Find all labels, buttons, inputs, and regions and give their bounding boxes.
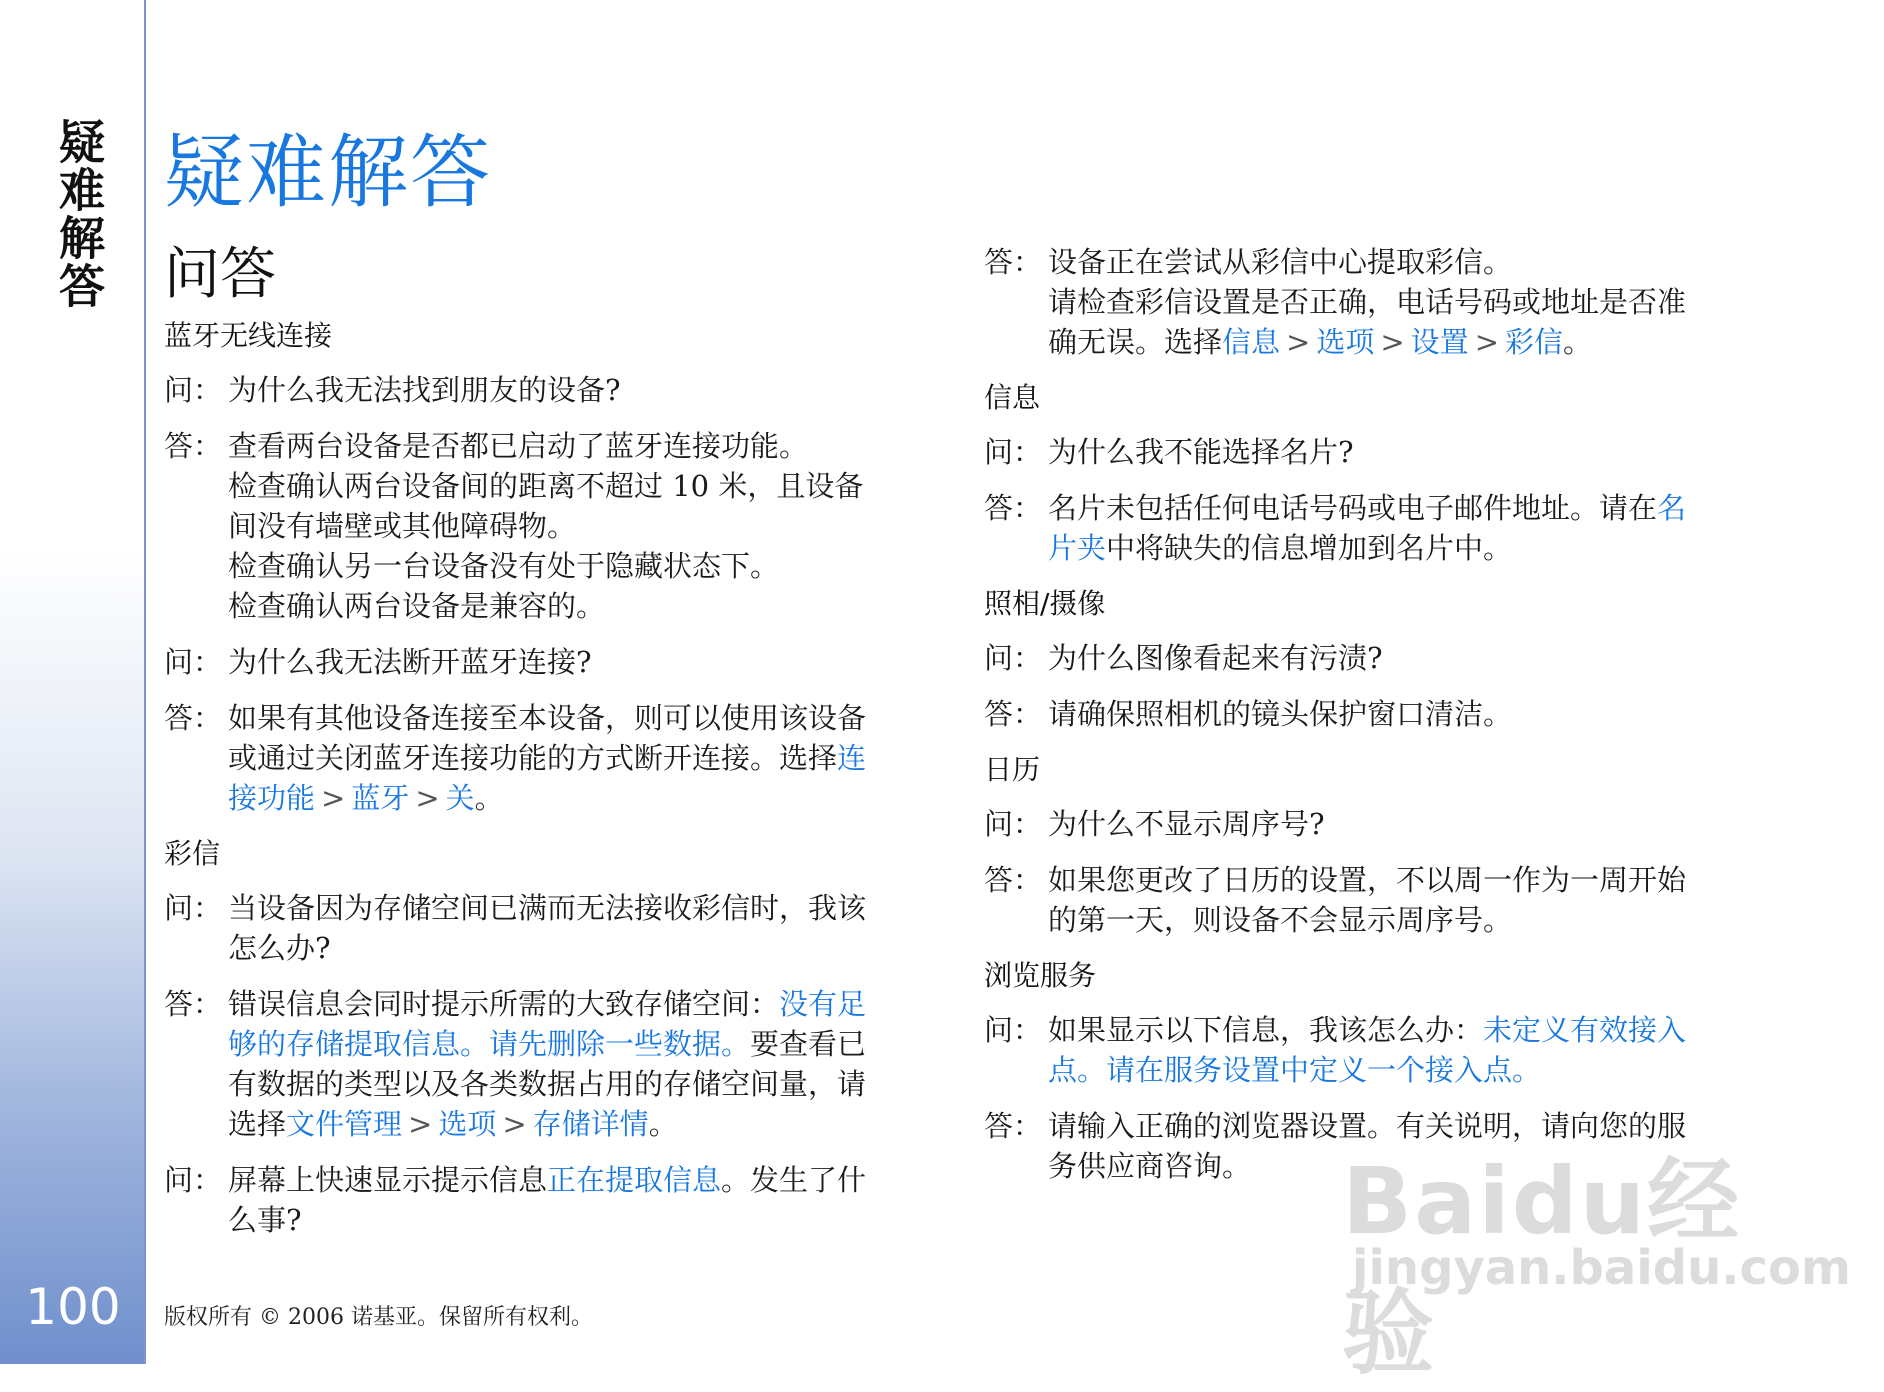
path-separator: > <box>1474 325 1499 359</box>
question-text: 为什么我无法找到朋友的设备? <box>228 373 621 407</box>
menu-link-messaging[interactable]: 信息 <box>1222 325 1281 359</box>
question <box>984 1010 1764 1090</box>
category-heading: 蓝牙无线连接 <box>164 319 333 352</box>
answer-line: 有数据的类型以及各类数据占用的存储空间量，请 <box>228 1067 867 1101</box>
answer-tag: 答： <box>164 987 223 1021</box>
question <box>984 638 1764 678</box>
answer <box>984 694 1764 734</box>
path-separator: > <box>1286 325 1311 359</box>
answer-line: 检查确认另一台设备没有处于隐藏状态下。 <box>228 549 780 583</box>
answer-tag: 答： <box>984 491 1043 525</box>
question-tag: 问： <box>164 373 223 407</box>
answer <box>164 426 944 626</box>
answer-line <box>228 778 944 818</box>
category-heading: 信息 <box>984 381 1041 414</box>
answer-line: 请检查彩信设置是否正确，电话号码或地址是否准 <box>1048 285 1687 319</box>
answer-line <box>228 1024 944 1064</box>
left-column <box>164 238 944 1256</box>
question <box>164 1160 944 1240</box>
answer-text: 。 <box>1563 325 1593 359</box>
question <box>164 642 944 682</box>
answer-text: 。 <box>648 1107 678 1141</box>
question-text: 。发生了什 <box>721 1163 867 1197</box>
question-text: 为什么我无法断开蓝牙连接? <box>228 645 592 679</box>
answer-line: 设备正在尝试从彩信中心提取彩信。 <box>1048 245 1513 279</box>
question-tag: 问： <box>984 807 1043 841</box>
question-text: 如果显示以下信息，我该怎么办： <box>1048 1013 1484 1047</box>
watermark-url: jingyan.baidu.com <box>1352 1240 1851 1296</box>
question-text: 为什么我不能选择名片? <box>1048 435 1354 469</box>
question-text: 为什么图像看起来有污渍? <box>1048 641 1383 675</box>
watermark-logo: Baidu经验 <box>1342 1148 1742 1387</box>
right-column <box>984 242 1764 1202</box>
answer <box>984 488 1764 568</box>
answer-line: 如果您更改了日历的设置，不以周一作为一周开始 <box>1048 863 1687 897</box>
question-line <box>1048 1010 1764 1050</box>
menu-link-settings[interactable]: 设置 <box>1410 325 1469 359</box>
answer <box>984 242 1764 362</box>
question-line: 么事? <box>228 1203 302 1237</box>
question <box>984 804 1764 844</box>
answer-tag: 答： <box>984 863 1043 897</box>
answer-text: 确无误。选择 <box>1048 325 1223 359</box>
answer-line <box>1048 528 1764 568</box>
message-link[interactable]: 够的存储提取信息。请先删除一些数据。 <box>228 1027 751 1061</box>
path-separator: > <box>502 1107 527 1141</box>
answer-line <box>1048 322 1764 362</box>
question-line <box>1048 1050 1764 1090</box>
question-tag: 问： <box>164 891 223 925</box>
question <box>984 432 1764 472</box>
answer-line: 查看两台设备是否都已启动了蓝牙连接功能。 <box>228 429 809 463</box>
path-separator: > <box>1380 325 1405 359</box>
answer-line: 的第一天，则设备不会显示周序号。 <box>1048 903 1513 937</box>
question-tag: 问： <box>164 1163 223 1197</box>
menu-link-contacts[interactable]: 名 <box>1657 491 1687 525</box>
answer <box>164 698 944 818</box>
menu-link-off[interactable]: 关 <box>445 781 475 815</box>
category-heading: 照相/摄像 <box>984 587 1106 620</box>
message-link[interactable]: 未定义有效接入 <box>1483 1013 1687 1047</box>
answer-text: 。 <box>474 781 504 815</box>
menu-link-mms[interactable]: 彩信 <box>1505 325 1564 359</box>
sidebar <box>0 0 146 1364</box>
page-number: 100 <box>25 1278 121 1336</box>
question-line: 怎么办? <box>228 931 331 965</box>
answer-line <box>228 1104 944 1144</box>
menu-link-memory-details[interactable]: 存储详情 <box>532 1107 649 1141</box>
answer-line: 检查确认两台设备是兼容的。 <box>228 589 606 623</box>
question-text: 屏幕上快速显示提示信息 <box>228 1163 548 1197</box>
copyright-footer: 版权所有 © 2006 诺基亚。保留所有权利。 <box>164 1305 593 1330</box>
category-heading: 彩信 <box>164 837 221 870</box>
menu-link-options[interactable]: 选项 <box>438 1107 497 1141</box>
question-line: 当设备因为存储空间已满而无法接收彩信时，我该 <box>228 891 867 925</box>
answer-text: 或通过关闭蓝牙连接功能的方式断开连接。选择 <box>228 741 838 775</box>
answer-tag: 答： <box>164 701 223 735</box>
answer-tag: 答： <box>164 429 223 463</box>
question-tag: 问： <box>984 435 1043 469</box>
question-line <box>228 1160 944 1200</box>
answer-line: 间没有墙壁或其他障碍物。 <box>228 509 577 543</box>
answer <box>164 984 944 1144</box>
path-separator: > <box>415 781 440 815</box>
message-link[interactable]: 正在提取信息 <box>547 1163 722 1197</box>
answer-text: 错误信息会同时提示所需的大致存储空间： <box>228 987 780 1021</box>
menu-link-options[interactable]: 选项 <box>1316 325 1375 359</box>
question-tag: 问： <box>164 645 223 679</box>
menu-link-connectivity[interactable]: 接功能 <box>228 781 316 815</box>
category-heading: 浏览服务 <box>984 959 1097 992</box>
answer-text: 要查看已 <box>750 1027 867 1061</box>
answer-text: 请确保照相机的镜头保护窗口清洁。 <box>1048 697 1513 731</box>
page-title: 疑难解答 <box>164 126 492 219</box>
answer-text: 中将缺失的信息增加到名片中。 <box>1106 531 1513 565</box>
baidu-watermark <box>1342 1128 1851 1387</box>
menu-link-contacts[interactable]: 片夹 <box>1048 531 1107 565</box>
message-link[interactable]: 点。请在服务设置中定义一个接入点。 <box>1048 1053 1542 1087</box>
question-text: 为什么不显示周序号? <box>1048 807 1325 841</box>
menu-link-bluetooth[interactable]: 蓝牙 <box>351 781 410 815</box>
answer-text: 选择 <box>228 1107 287 1141</box>
section-heading: 问答 <box>164 242 276 307</box>
category-heading: 日历 <box>984 753 1041 786</box>
answer-line: 务供应商咨询。 <box>1048 1149 1252 1183</box>
answer-line <box>228 738 944 778</box>
question <box>164 370 944 410</box>
message-link[interactable]: 没有足 <box>779 987 867 1021</box>
answer-line <box>228 984 944 1024</box>
answer-tag: 答： <box>984 1109 1043 1143</box>
answer <box>984 860 1764 940</box>
sidebar-chapter-title: 疑难解答 <box>52 118 106 310</box>
answer-text: 名片未包括任何电话号码或电子邮件地址。请在 <box>1048 491 1658 525</box>
answer-tag: 答： <box>984 697 1043 731</box>
question <box>164 888 944 968</box>
path-separator: > <box>408 1107 433 1141</box>
answer-line: 检查确认两台设备间的距离不超过 10 米，且设备 <box>228 469 864 503</box>
question-tag: 问： <box>984 641 1043 675</box>
menu-link-file-manager[interactable]: 文件管理 <box>286 1107 403 1141</box>
path-separator: > <box>321 781 346 815</box>
answer-tag: 答： <box>984 245 1043 279</box>
answer-line: 如果有其他设备连接至本设备，则可以使用该设备 <box>228 701 867 735</box>
question-tag: 问： <box>984 1013 1043 1047</box>
menu-link-connectivity[interactable]: 连 <box>837 741 867 775</box>
answer-line <box>1048 488 1764 528</box>
answer-line: 请输入正确的浏览器设置。有关说明，请向您的服 <box>1048 1109 1687 1143</box>
